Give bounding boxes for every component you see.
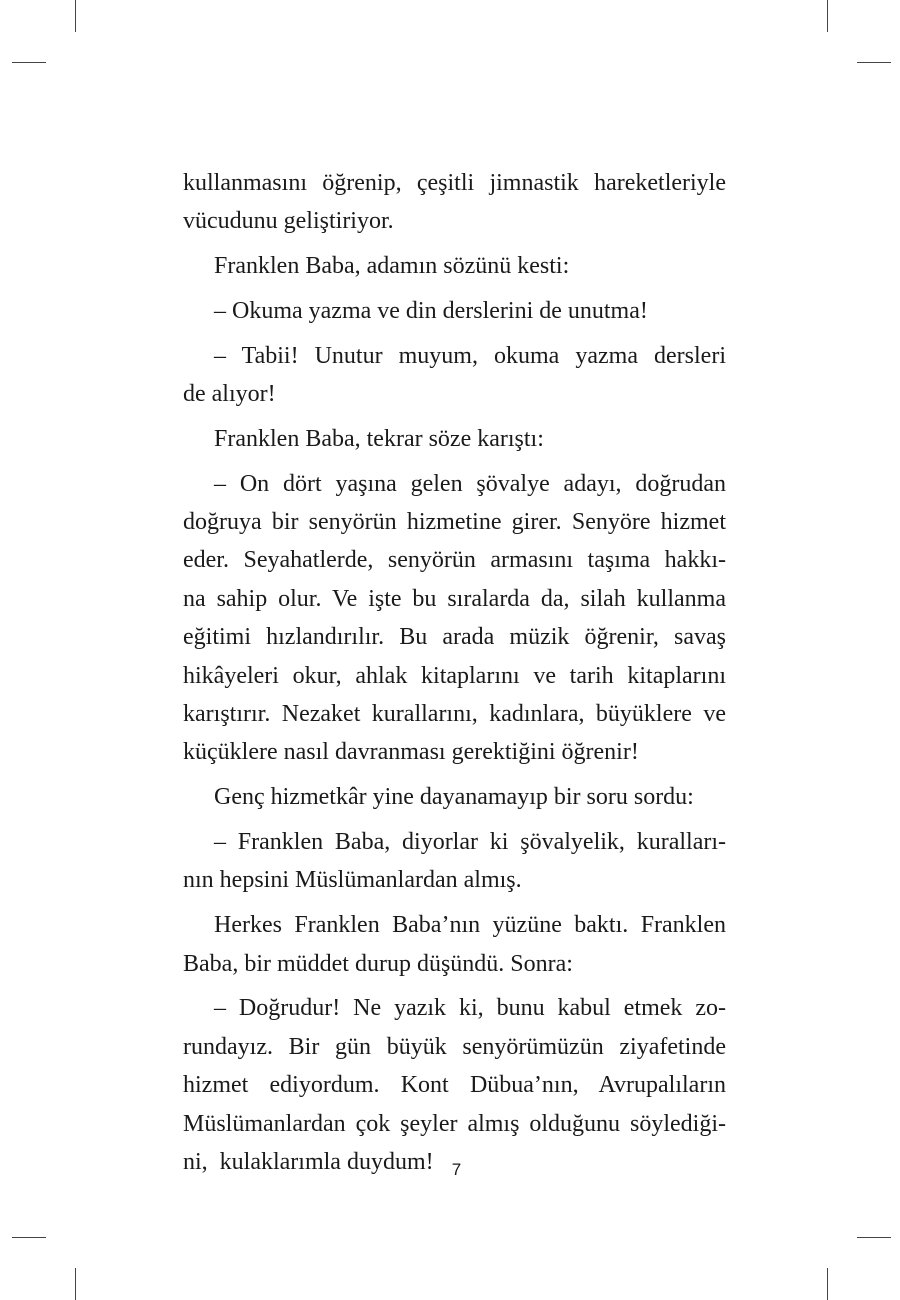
dialogue-line: rundayız. Bir gün büyük senyörümüzün ziyafetinde: [183, 1033, 726, 1060]
dialogue-line: – Franklen Baba, diyorlar ki şövalyelik, kuralları-: [214, 828, 726, 855]
dialogue-line: eder. Seyahatlerde, senyörün armasını taşıma hakkı-: [183, 547, 726, 574]
crop-mark-bottom-left: [75, 1268, 76, 1300]
book-body-text: [183, 164, 726, 1181]
dialogue-line: – On dört yaşına gelen şövalye adayı, doğrudan: [214, 470, 726, 497]
dialogue-line: na sahip olur. Ve işte bu sıralarda da, silah kullanma: [183, 585, 726, 612]
dialogue-line: nın hepsini Müslümanlardan almış.: [183, 867, 522, 894]
text-line: Herkes Franklen Baba’nın yüzüne baktı. Franklen: [214, 912, 726, 939]
text-line: vücudunu geliştiriyor.: [183, 208, 394, 235]
text-line: kullanmasını öğrenip, çeşitli jimnastik hareketleriyle: [183, 170, 726, 196]
dialogue-line: karıştırır. Nezaket kurallarını, kadınlara, büyüklere ve: [183, 701, 726, 728]
dialogue-line: – Tabii! Unutur muyum, okuma yazma dersleri: [214, 342, 726, 369]
crop-mark-left-bottom: [12, 1237, 46, 1238]
dialogue-line: doğruya bir senyörün hizmetine girer. Senyöre hizmet: [183, 509, 726, 536]
text-line: Franklen Baba, adamın sözünü kesti:: [214, 253, 570, 280]
crop-mark-left-top: [12, 62, 46, 63]
text-line: Baba, bir müddet durup düşündü. Sonra:: [183, 950, 573, 977]
crop-mark-right-bottom: [857, 1237, 891, 1238]
dialogue-line: ni, kulaklarımla duydum!: [183, 1148, 434, 1175]
dialogue-line: – Doğrudur! Ne yazık ki, bunu kabul etmek zo-: [214, 995, 726, 1022]
crop-mark-top-right: [827, 0, 828, 32]
dialogue-line: hikâyeleri okur, ahlak kitaplarını ve tarih kitaplarını: [183, 662, 726, 689]
dialogue-line: Müslümanlardan çok şeyler almış olduğunu söylediği-: [183, 1110, 726, 1137]
crop-mark-top-left: [75, 0, 76, 32]
text-line: Genç hizmetkâr yine dayanamayıp bir soru sordu:: [214, 784, 694, 811]
crop-mark-bottom-right: [827, 1268, 828, 1300]
dialogue-line: eğitimi hızlandırılır. Bu arada müzik öğrenir, savaş: [183, 624, 726, 651]
dialogue-line: küçüklere nasıl davranması gerektiğini öğrenir!: [183, 739, 639, 766]
text-line: Franklen Baba, tekrar söze karıştı:: [214, 425, 544, 452]
dialogue-line: hizmet ediyordum. Kont Dübua’nın, Avrupalıların: [183, 1072, 726, 1099]
page-number: 7: [451, 1160, 462, 1179]
dialogue-line: – Okuma yazma ve din derslerini de unutma!: [214, 297, 648, 324]
crop-mark-right-top: [857, 62, 891, 63]
dialogue-line: de alıyor!: [183, 381, 276, 408]
